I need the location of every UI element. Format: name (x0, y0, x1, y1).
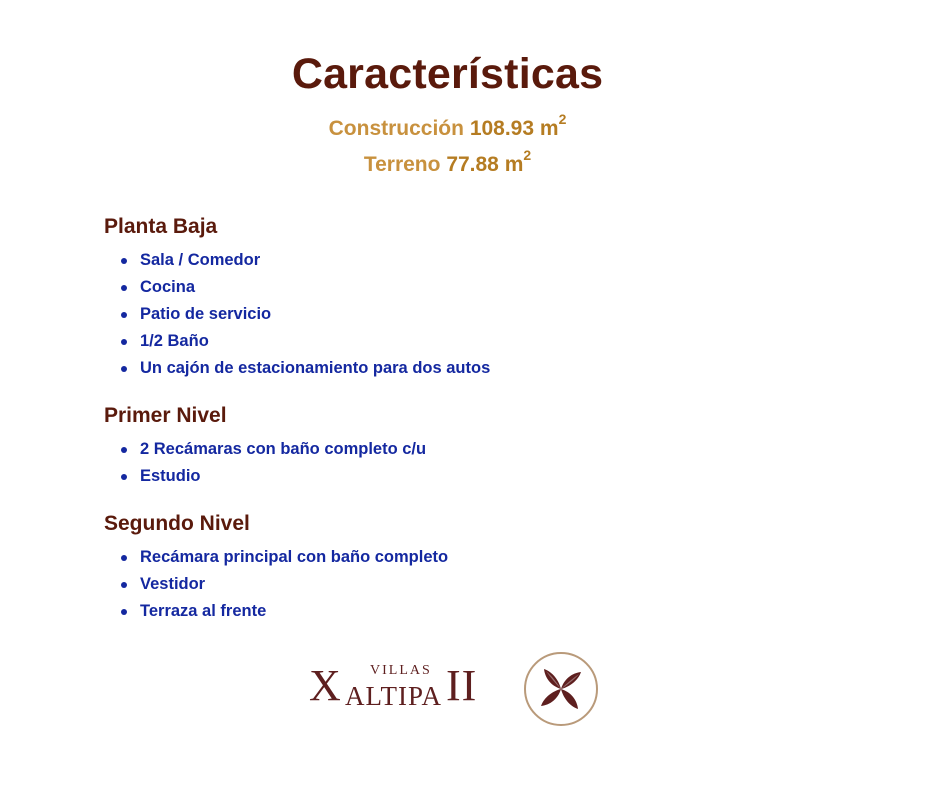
land-label: Terreno (363, 153, 441, 176)
section-primer-nivel (104, 403, 426, 490)
list-item: Estudio (104, 463, 426, 490)
villas-xaltipa-logo (309, 651, 609, 731)
page-title: Características (291, 50, 604, 98)
feature-list (104, 544, 448, 625)
four-petal-flower-icon (523, 651, 599, 727)
land-value: 77.88 $m^2$ (446, 147, 532, 176)
list-item: Vestidor (104, 571, 448, 598)
section-planta-baja (104, 214, 490, 382)
section-title: Segundo Nivel (104, 512, 250, 535)
construction-value: 108.93 $m^2$ (469, 111, 567, 140)
section-segundo-nivel (104, 511, 448, 625)
list-item: Patio de servicio (104, 301, 490, 328)
list-item: Un cajón de estacionamiento para dos autos (104, 355, 490, 382)
list-item: Terraza al frente (104, 598, 448, 625)
construction-label: Construcción (328, 117, 464, 140)
logo-wordmark: VILLAS X ALTIPA II (309, 661, 478, 711)
section-title: Planta Baja (104, 215, 218, 238)
list-item: 2 Recámaras con baño completo c/u (104, 436, 426, 463)
feature-list (104, 436, 426, 490)
construction-area (0, 111, 895, 141)
list-item: Sala / Comedor (104, 247, 490, 274)
list-item: Cocina (104, 274, 490, 301)
land-area (0, 147, 895, 177)
feature-list (104, 247, 490, 382)
section-title: Primer Nivel (104, 404, 227, 427)
list-item: Recámara principal con baño completo (104, 544, 448, 571)
list-item: 1/2 Baño (104, 328, 490, 355)
